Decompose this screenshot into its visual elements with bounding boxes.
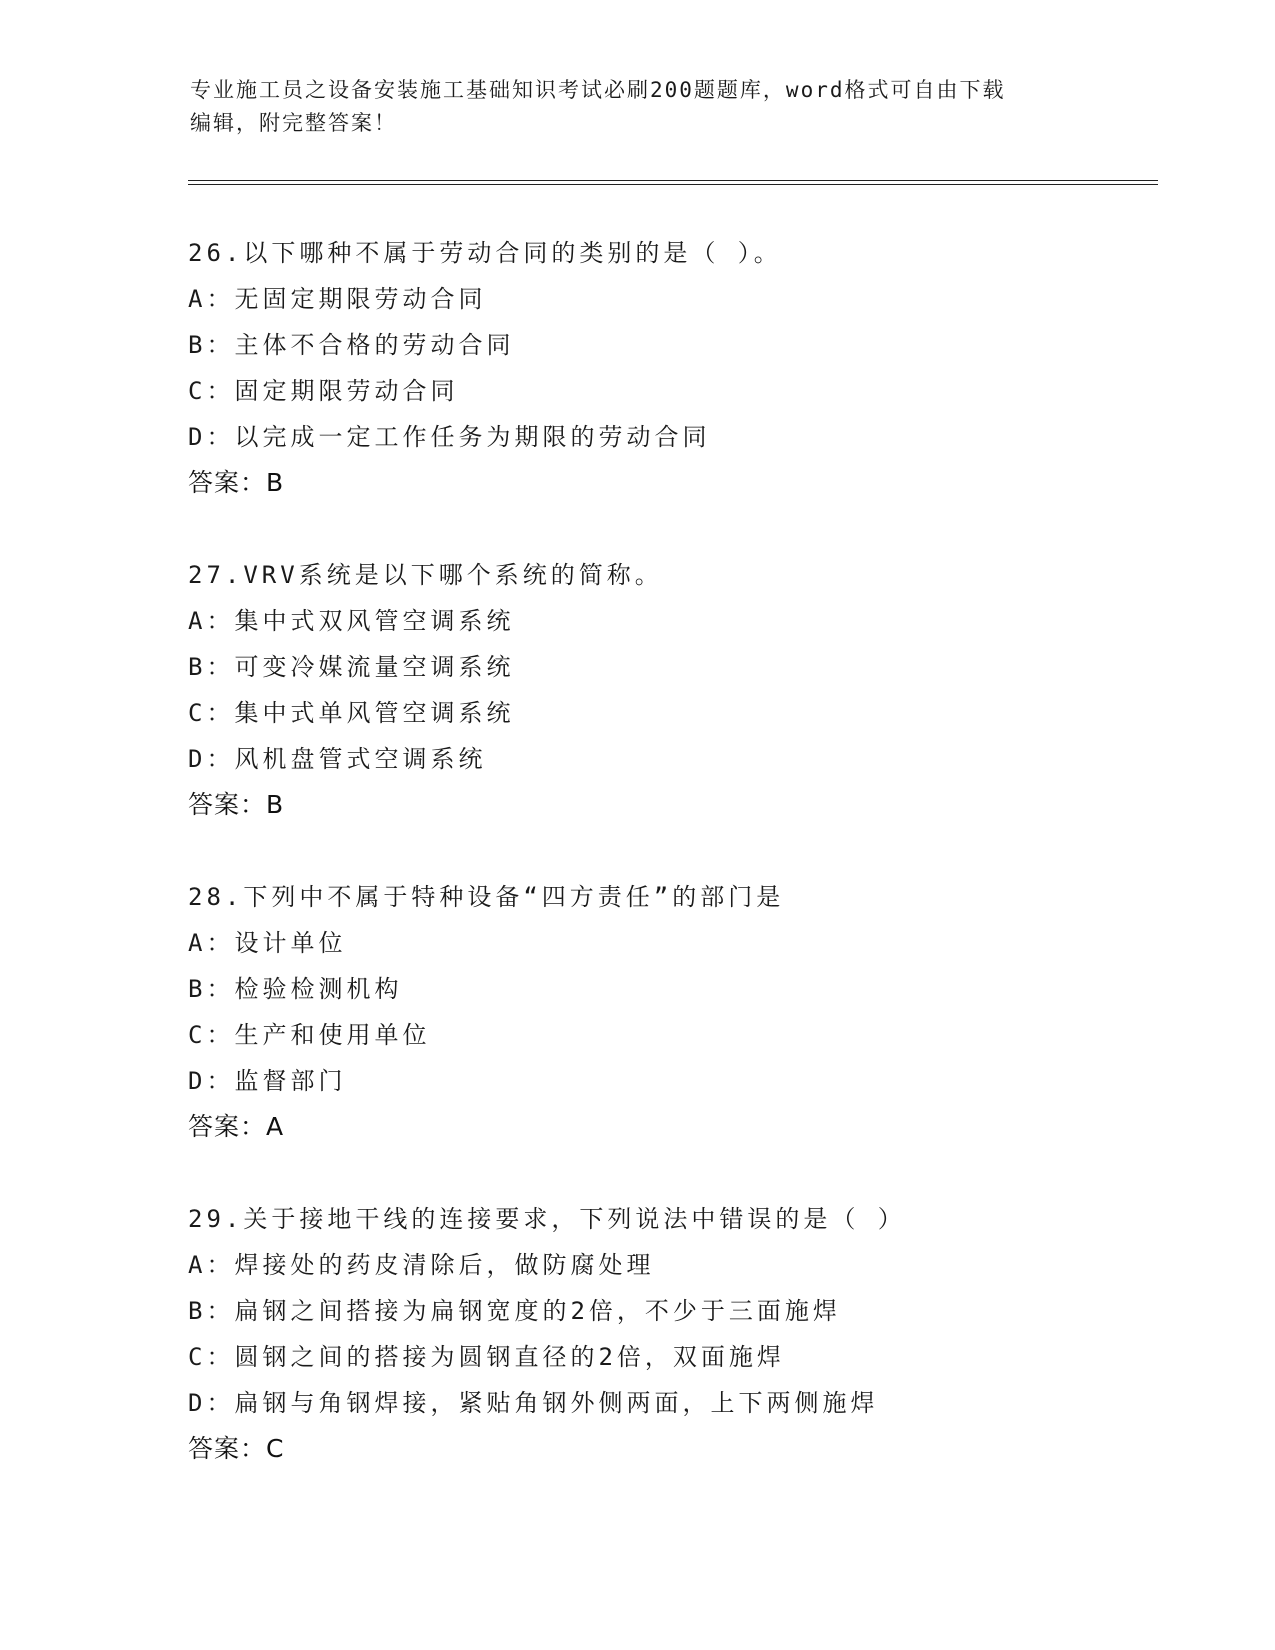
header-line-2: 编辑，附完整答案！ (190, 111, 397, 135)
answer-label: 答案：A (188, 1112, 285, 1141)
option-a: A：焊接处的药皮清除后，做防腐处理 (188, 1251, 655, 1279)
question-block-27 (188, 552, 1148, 828)
answer-label: 答案：B (188, 790, 285, 819)
option-b: B：扁钢之间搭接为扁钢宽度的2倍，不少于三面施焊 (188, 1297, 841, 1325)
question-block-28 (188, 874, 1148, 1150)
option-a: A：设计单位 (188, 929, 347, 957)
question-block-29 (188, 1196, 1148, 1472)
document-header (190, 74, 1090, 140)
option-d: D：扁钢与角钢焊接，紧贴角钢外侧两面，上下两侧施焊 (188, 1389, 879, 1417)
question-stem: 28.下列中不属于特种设备“四方责任”的部门是 (188, 883, 785, 911)
option-d: D：监督部门 (188, 1067, 347, 1095)
option-c: C：固定期限劳动合同 (188, 377, 459, 405)
option-c: C：生产和使用单位 (188, 1021, 431, 1049)
option-b: B：检验检测机构 (188, 975, 403, 1003)
question-block-26 (188, 230, 1148, 506)
option-c: C：圆钢之间的搭接为圆钢直径的2倍，双面施焊 (188, 1343, 785, 1371)
option-d: D：风机盘管式空调系统 (188, 745, 487, 773)
answer-label: 答案：C (188, 1434, 285, 1463)
option-b: B：主体不合格的劳动合同 (188, 331, 515, 359)
option-b: B：可变冷媒流量空调系统 (188, 653, 515, 681)
option-d: D：以完成一定工作任务为期限的劳动合同 (188, 423, 711, 451)
option-c: C：集中式单风管空调系统 (188, 699, 515, 727)
header-divider-top (188, 180, 1158, 181)
answer-label: 答案：B (188, 468, 285, 497)
option-a: A：无固定期限劳动合同 (188, 285, 487, 313)
question-stem: 26.以下哪种不属于劳动合同的类别的是（ ）。 (188, 239, 782, 267)
question-stem: 27.VRV系统是以下哪个系统的简称。 (188, 561, 663, 589)
header-line-1: 专业施工员之设备安装施工基础知识考试必刷200题题库，word格式可自由下载 (190, 78, 1006, 102)
option-a: A：集中式双风管空调系统 (188, 607, 515, 635)
question-stem: 29.关于接地干线的连接要求，下列说法中错误的是（ ） (188, 1205, 906, 1233)
header-divider-bottom (188, 184, 1158, 185)
